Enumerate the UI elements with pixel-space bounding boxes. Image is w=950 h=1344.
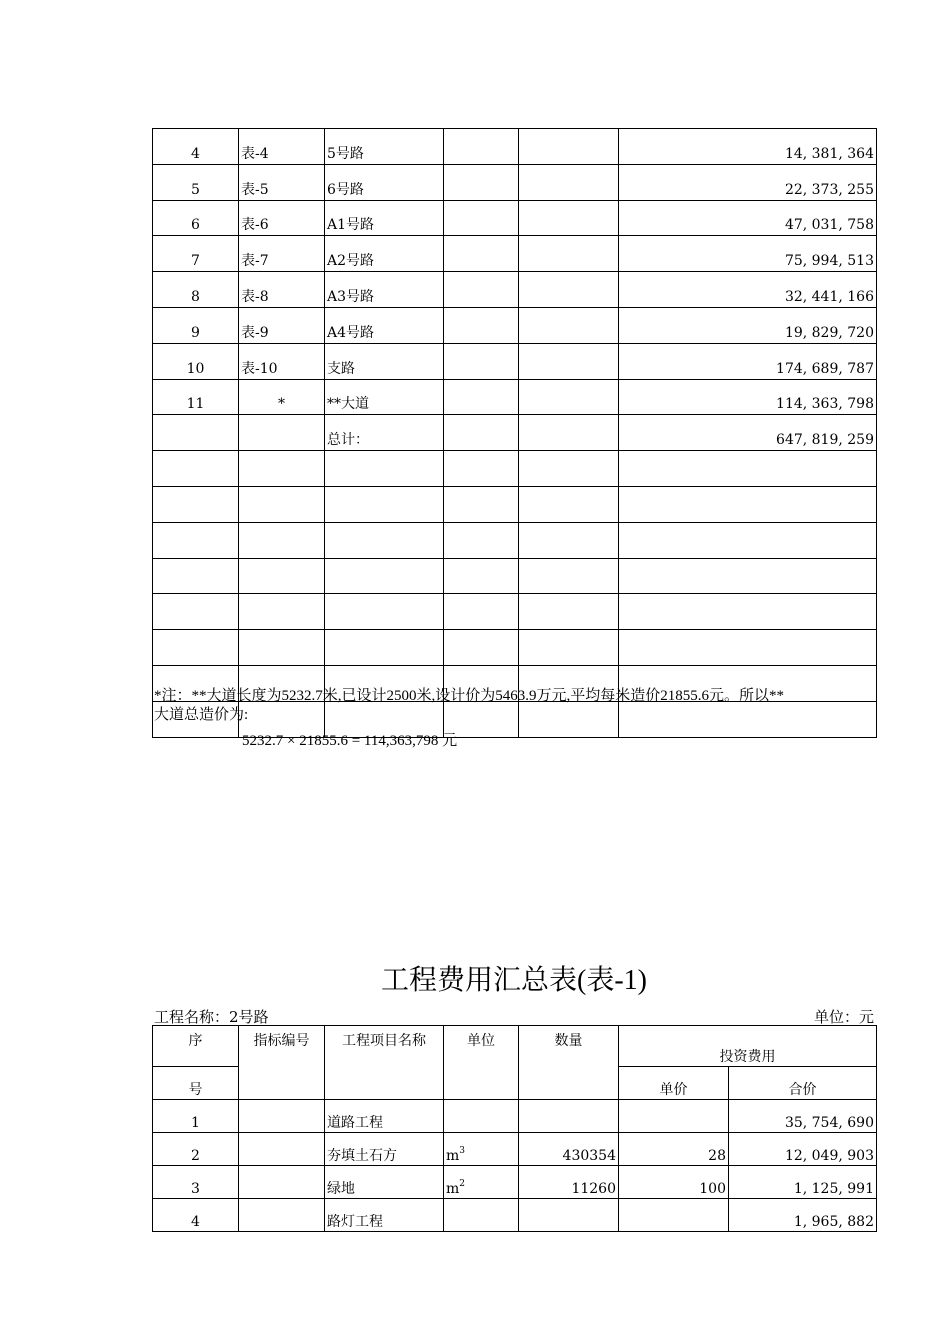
empty-cell	[519, 630, 619, 666]
empty-cell	[444, 200, 519, 236]
item-name: 绿地	[325, 1166, 444, 1199]
table-row	[153, 1166, 877, 1199]
empty-cell	[239, 594, 325, 630]
road-total-cost: 32, 441, 166	[619, 272, 877, 308]
empty-cell	[444, 129, 519, 165]
unit-label: 单位：元	[813, 1008, 874, 1026]
road-name: 支路	[325, 343, 444, 379]
empty-cell	[239, 486, 325, 522]
empty-cell	[325, 594, 444, 630]
header-total-price: 合价	[729, 1067, 877, 1100]
empty-cell	[444, 236, 519, 272]
empty-cell	[619, 522, 877, 558]
index-code-cell	[239, 1166, 325, 1199]
empty-cell	[444, 630, 519, 666]
empty-cell	[519, 415, 619, 451]
table-reference: 表-6	[239, 200, 325, 236]
empty-cell	[519, 522, 619, 558]
empty-cell	[153, 486, 239, 522]
item-unit-price: 100	[619, 1166, 729, 1199]
empty-cell	[153, 630, 239, 666]
empty-cell	[444, 307, 519, 343]
note-line-1: *注：**大道长度为5232.7米,已设计2500米,设计价为5463.9万元,平均每米造价21855.6元。所以**	[154, 688, 785, 704]
empty-cell	[619, 451, 877, 487]
row-number: 8	[153, 272, 239, 308]
item-quantity: 11260	[519, 1166, 619, 1199]
table-row	[153, 415, 877, 451]
empty-cell	[519, 379, 619, 415]
empty-table-row	[153, 522, 877, 558]
table-row	[153, 129, 877, 165]
empty-cell	[519, 451, 619, 487]
table-reference: 表-7	[239, 236, 325, 272]
header-unit: 单位	[444, 1026, 519, 1100]
table-row	[153, 1133, 877, 1166]
empty-cell	[153, 558, 239, 594]
row-number: 2	[153, 1133, 239, 1166]
row-number: 10	[153, 343, 239, 379]
empty-cell	[519, 307, 619, 343]
cost-table-title: 工程费用汇总表(表-1)	[381, 965, 647, 996]
item-name: 夯填土石方	[325, 1133, 444, 1166]
table-row	[153, 1199, 877, 1232]
project-name-label: 工程名称：2号路	[154, 1008, 269, 1026]
empty-table-row	[153, 451, 877, 487]
empty-cell	[619, 486, 877, 522]
road-total-cost: 75, 994, 513	[619, 236, 877, 272]
table-reference: 表-8	[239, 272, 325, 308]
table-row	[153, 343, 877, 379]
empty-cell	[519, 594, 619, 630]
header-row-top	[153, 1026, 877, 1067]
table-reference	[239, 415, 325, 451]
unit-exponent: 2	[459, 1179, 466, 1189]
table-reference: 表-9	[239, 307, 325, 343]
header-item-name: 工程项目名称	[325, 1026, 444, 1100]
item-name: 路灯工程	[325, 1199, 444, 1232]
empty-cell	[444, 343, 519, 379]
table-reference: 表-4	[239, 129, 325, 165]
empty-cell	[519, 272, 619, 308]
row-number: 4	[153, 129, 239, 165]
item-unit-price	[619, 1199, 729, 1232]
row-number	[153, 415, 239, 451]
road-name: A1号路	[325, 200, 444, 236]
empty-cell	[519, 236, 619, 272]
road-name: A3号路	[325, 272, 444, 308]
index-code-cell	[239, 1100, 325, 1133]
empty-cell	[239, 558, 325, 594]
road-name: 6号路	[325, 164, 444, 200]
table-row	[153, 307, 877, 343]
table-row	[153, 379, 877, 415]
empty-cell	[239, 630, 325, 666]
empty-cell	[444, 558, 519, 594]
table-row	[153, 272, 877, 308]
row-number: 4	[153, 1199, 239, 1232]
table-reference: 表-5	[239, 164, 325, 200]
unit-exponent: 3	[459, 1146, 466, 1156]
road-name: A2号路	[325, 236, 444, 272]
road-total-cost: 19, 829, 720	[619, 307, 877, 343]
empty-cell	[444, 522, 519, 558]
road-total-cost: 14, 381, 364	[619, 129, 877, 165]
index-code-cell	[239, 1133, 325, 1166]
row-number: 3	[153, 1166, 239, 1199]
empty-cell	[519, 164, 619, 200]
item-total-price: 35, 754, 690	[729, 1100, 877, 1133]
empty-cell	[519, 486, 619, 522]
row-number: 6	[153, 200, 239, 236]
item-total-price: 1, 125, 991	[729, 1166, 877, 1199]
note-text	[154, 687, 878, 725]
item-quantity	[519, 1100, 619, 1133]
empty-table-row	[153, 486, 877, 522]
empty-cell	[444, 379, 519, 415]
empty-cell	[619, 594, 877, 630]
empty-cell	[153, 451, 239, 487]
road-name: 总计：	[325, 415, 444, 451]
table-row	[153, 200, 877, 236]
header-seq-bottom: 号	[153, 1067, 239, 1100]
empty-cell	[444, 594, 519, 630]
road-name: A4号路	[325, 307, 444, 343]
row-number: 1	[153, 1100, 239, 1133]
item-total-price: 12, 049, 903	[729, 1133, 877, 1166]
item-quantity: 430354	[519, 1133, 619, 1166]
project-cost-table	[152, 1025, 877, 1232]
empty-cell	[153, 594, 239, 630]
road-name: **大道	[325, 379, 444, 415]
item-unit	[444, 1100, 519, 1133]
empty-cell	[444, 272, 519, 308]
row-number: 11	[153, 379, 239, 415]
item-unit	[444, 1133, 519, 1166]
empty-cell	[519, 129, 619, 165]
empty-cell	[444, 486, 519, 522]
empty-cell	[519, 558, 619, 594]
row-number: 5	[153, 164, 239, 200]
cost-formula: 5232.7 × 21855.6 = 114,363,798 元	[242, 733, 458, 749]
table-row	[153, 1100, 877, 1133]
empty-cell	[444, 164, 519, 200]
index-code-cell	[239, 1199, 325, 1232]
empty-cell	[325, 486, 444, 522]
empty-cell	[619, 558, 877, 594]
item-unit-price	[619, 1100, 729, 1133]
item-total-price: 1, 965, 882	[729, 1199, 877, 1232]
header-investment: 投资费用	[619, 1026, 877, 1067]
item-unit	[444, 1199, 519, 1232]
empty-cell	[519, 200, 619, 236]
road-total-cost: 114, 363, 798	[619, 379, 877, 415]
empty-cell	[444, 415, 519, 451]
note-line-2: 大道总造价为:	[154, 707, 249, 723]
road-total-cost: 174, 689, 787	[619, 343, 877, 379]
empty-table-row	[153, 594, 877, 630]
item-unit	[444, 1166, 519, 1199]
road-cost-summary-table	[152, 128, 877, 738]
road-total-cost: 22, 373, 255	[619, 164, 877, 200]
empty-cell	[325, 558, 444, 594]
road-total-cost: 647, 819, 259	[619, 415, 877, 451]
unit-base: m	[446, 1148, 460, 1164]
item-unit-price: 28	[619, 1133, 729, 1166]
empty-cell	[325, 451, 444, 487]
empty-cell	[239, 522, 325, 558]
empty-table-row	[153, 558, 877, 594]
header-unit-price: 单价	[619, 1067, 729, 1100]
empty-cell	[444, 451, 519, 487]
header-index-code: 指标编号	[239, 1026, 325, 1100]
empty-cell	[325, 630, 444, 666]
row-number: 7	[153, 236, 239, 272]
table-reference: *	[239, 379, 325, 415]
table-reference: 表-10	[239, 343, 325, 379]
road-name: 5号路	[325, 129, 444, 165]
table-row	[153, 236, 877, 272]
item-quantity	[519, 1199, 619, 1232]
road-total-cost: 47, 031, 758	[619, 200, 877, 236]
header-seq: 序	[153, 1026, 239, 1067]
empty-cell	[239, 451, 325, 487]
empty-cell	[619, 630, 877, 666]
empty-cell	[519, 343, 619, 379]
header-quantity: 数量	[519, 1026, 619, 1100]
table-row	[153, 164, 877, 200]
item-name: 道路工程	[325, 1100, 444, 1133]
empty-cell	[153, 522, 239, 558]
empty-table-row	[153, 630, 877, 666]
empty-cell	[325, 522, 444, 558]
unit-base: m	[446, 1181, 460, 1197]
row-number: 9	[153, 307, 239, 343]
